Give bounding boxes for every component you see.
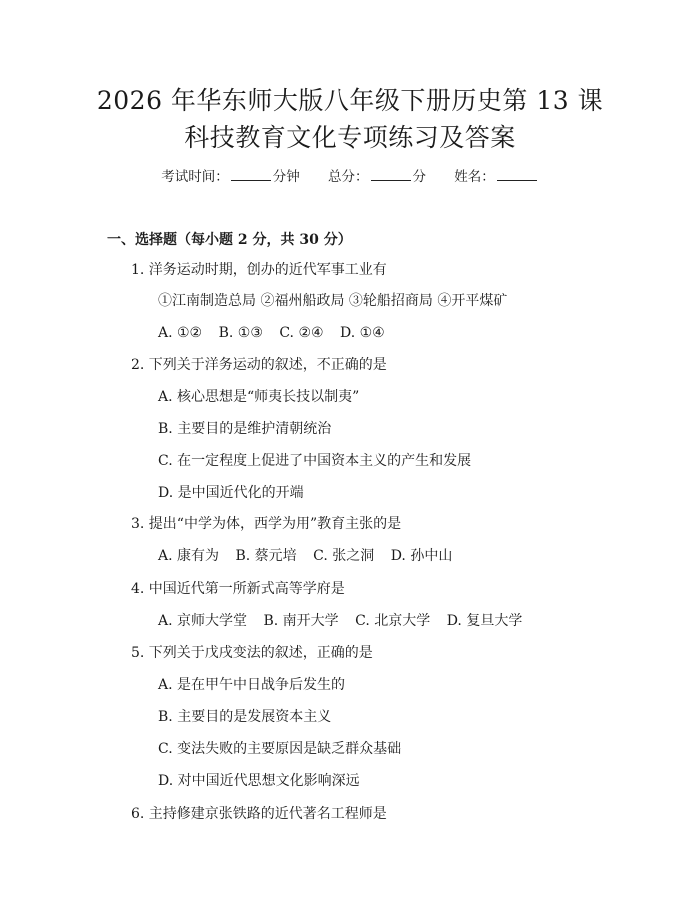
question-3-option-b: B. 蔡元培 <box>235 548 297 564</box>
question-2-stem: 2. 下列关于洋务运动的叙述，不正确的是 <box>131 357 387 373</box>
question-5-option-b: B. 主要目的是发展资本主义 <box>158 709 332 725</box>
question-1-option-b: B. ①③ <box>218 325 263 341</box>
question-2-option-a: A. 核心思想是“师夷长技以制夷” <box>158 389 360 405</box>
question-3-option-c: C. 张之洞 <box>313 548 375 564</box>
student-name-blank <box>497 168 537 181</box>
question-2-option-d: D. 是中国近代化的开端 <box>158 485 304 501</box>
question-1-options <box>158 323 385 343</box>
question-4-option-d: D. 复旦大学 <box>446 613 523 629</box>
document-title-line2: 科技教育文化专项练习及答案 <box>184 123 516 152</box>
total-score-unit: 分 <box>412 169 426 185</box>
question-1-items: ①江南制造总局 ②福州船政局 ③轮船招商局 ④开平煤矿 <box>158 293 508 309</box>
question-5-stem: 5. 下列关于戊戌变法的叙述，正确的是 <box>131 645 373 661</box>
question-3-options <box>158 546 452 566</box>
question-4-options <box>158 611 522 631</box>
question-2-option-b: B. 主要目的是维护清朝统治 <box>158 421 332 437</box>
question-3-option-d: D. 孙中山 <box>390 548 453 564</box>
document-title-line1: 2026 年华东师大版八年级下册历史第 13 课 <box>96 86 604 115</box>
question-4-stem: 4. 中国近代第一所新式高等学府是 <box>131 581 345 597</box>
student-name-label: 姓名： <box>454 169 495 185</box>
question-4-option-a: A. 京师大学堂 <box>158 613 248 629</box>
student-name-field <box>454 168 539 186</box>
total-score-label: 总分： <box>328 169 369 185</box>
question-1-stem: 1. 洋务运动时期，创办的近代军事工业有 <box>131 262 387 278</box>
question-2-option-c: C. 在一定程度上促进了中国资本主义的产生和发展 <box>158 453 472 469</box>
question-1-option-c: C. ②④ <box>279 325 324 341</box>
total-score-field <box>328 168 426 186</box>
exam-info-line <box>0 168 700 186</box>
question-4-option-b: B. 南开大学 <box>263 613 339 629</box>
exam-time-field <box>161 168 300 186</box>
question-4-option-c: C. 北京大学 <box>355 613 431 629</box>
question-5-option-a: A. 是在甲午中日战争后发生的 <box>158 677 346 693</box>
exam-time-label: 考试时间： <box>161 169 229 185</box>
exam-time-blank <box>231 168 271 181</box>
total-score-blank <box>371 168 411 181</box>
question-3-stem: 3. 提出“中学为体，西学为用”教育主张的是 <box>131 516 402 532</box>
section-heading-choice: 一、选择题（每小题 2 分，共 30 分） <box>107 232 352 248</box>
question-5-option-c: C. 变法失败的主要原因是缺乏群众基础 <box>158 741 402 757</box>
question-5-option-d: D. 对中国近代思想文化影响深远 <box>158 773 360 789</box>
question-1-option-a: A. ①② <box>158 325 203 341</box>
question-1-option-d: D. ①④ <box>340 325 385 341</box>
question-3-option-a: A. 康有为 <box>158 548 220 564</box>
exam-time-unit: 分钟 <box>272 169 300 185</box>
question-6-stem: 6. 主持修建京张铁路的近代著名工程师是 <box>131 806 387 822</box>
